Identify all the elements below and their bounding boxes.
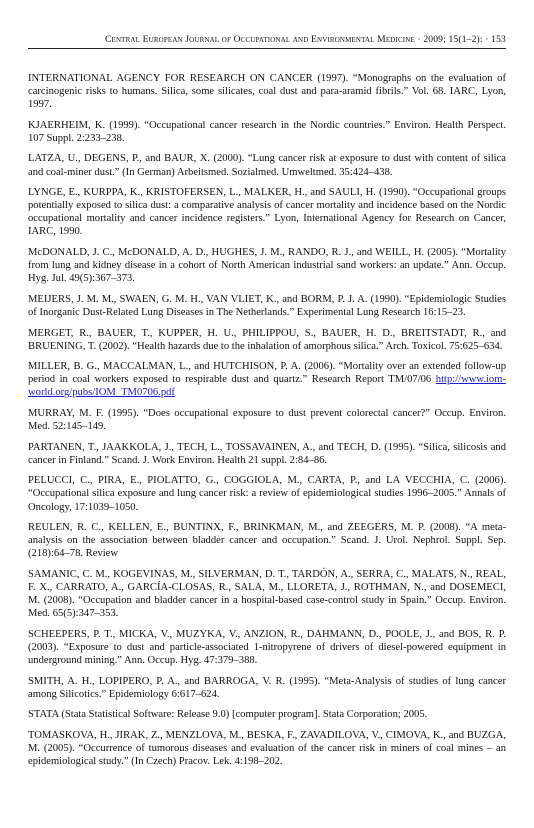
reference-item bbox=[28, 474, 506, 513]
reference-item bbox=[28, 152, 506, 178]
reference-text: INTERNATIONAL AGENCY FOR RESEARCH ON CANCER (1997). “Monographs on the evaluation of carcinogenic risks to humans. Silica, some silicates, coal dust and para-aramid fibrils.” Vol. 68. IARC, Lyon, 1997. bbox=[28, 73, 506, 111]
reference-link[interactable]: http://www.iom-world.org/pubs/IOM_TM0706.pdf bbox=[28, 374, 506, 399]
reference-item bbox=[28, 407, 506, 433]
reference-text: LATZA, U., DEGENS, P., and BAUR, X. (2000). “Lung cancer risk at exposure to dust with content of silica and coal-miner dust.” (In German) Arbeitsmed. Sozialmed. Umweltmed. 35:424–438. bbox=[28, 153, 506, 178]
reference-item bbox=[28, 568, 506, 620]
reference-text: KJAERHEIM, K. (1999). “Occupational cancer research in the Nordic countries.” Environ. Health Perspect. 107 Suppl. 2:233–238. bbox=[28, 119, 506, 144]
reference-item bbox=[28, 441, 506, 467]
reference-text: McDONALD, J. C., McDONALD, A. D., HUGHES, J. M., RANDO, R. J., and WEILL, H. (2005). “Mortality from lung and kidney disease in a cohort of North American industrial sand workers: an update.” Ann. Occup. Hyg. Jul. 49(5):367–373. bbox=[28, 247, 506, 285]
reference-item bbox=[28, 729, 506, 768]
reference-text: TOMASKOVA, H., JIRAK, Z., MENZLOVA, M., BESKA, F., ZAVADILOVA, V., CIMOVA, K., and BUZGA, M. (2005). “Occurrence of tumorous diseases and evaluation of the cancer risk in miners of coal mines – an epidemiological study.” (In Czech) Pracov. Lek. 4:198–202. bbox=[28, 729, 506, 768]
reference-text: SAMANIC, C. M., KOGEVINAS, M., SILVERMAN, D. T., TARDÓN, A., SERRA, C., MALATS, N., REAL, F. X., CARRATO, A., GARCÍA-CLOSAS, R., SALA, M., LLORETA, J., ROTHMAN, N., and DOSEMECI, M. (2008). “Occupation and bladder cancer in a hospital-based case-control study in Spain.” Occup. Environ. Med. 65(5):347–353. bbox=[28, 568, 506, 620]
reference-text: MURRAY, M. F. (1995). “Does occupational exposure to dust prevent colorectal cancer?” Occup. Environ. Med. 52:145–149. bbox=[28, 407, 506, 433]
reference-item bbox=[28, 246, 506, 285]
reference-text: STATA (Stata Statistical Software: Release 9.0) [computer program]. Stata Corporation; 2005. bbox=[28, 709, 428, 721]
reference-item bbox=[28, 293, 506, 319]
reference-item bbox=[28, 119, 506, 145]
reference-item bbox=[28, 327, 506, 353]
reference-text: LYNGE, E., KURPPA, K., KRISTOFERSEN, L., MALKER, H., and SAULI, H. (1990). “Occupational groups potentially exposed to silica dust: a comparative analysis of cancer mortality and incidence based on the Nordic occupational mortality and cancer incidence registers.” Lyon, International Agency for Research on Cancer, IARC, 1990. bbox=[28, 187, 506, 238]
header-rule bbox=[28, 48, 506, 49]
reference-list bbox=[28, 72, 506, 776]
reference-item bbox=[28, 186, 506, 238]
reference-item bbox=[28, 72, 506, 111]
reference-text: SCHEEPERS, P. T., MICKA, V., MUZYKA, V., ANZION, R., DAHMANN, D., POOLE, J., and BOS, R. P. (2003). “Exposure to dust and particle-associated 1-nitropyrene of drivers of diesel-powered equipment in underground mining.” Ann. Occup. Hyg. 47:379–388. bbox=[28, 628, 506, 666]
reference-text: MEIJERS, J. M. M., SWAEN, G. M. H., VAN VLIET, K., and BORM, P. J. A. (1990). “Epidemiologic Studies of Inorganic Dust-Related Lung Diseases in The Netherlands.” Experimental Lung Research 16:15–23. bbox=[28, 293, 506, 318]
reference-item bbox=[28, 708, 506, 721]
reference-text: MILLER, B. G., MACCALMAN, L., and HUTCHISON, P. A. (2006). “Mortality over an extended follow-up period in coal workers exposed to respirable dust and quartz.” Research Report TM/07/06 bbox=[28, 361, 506, 386]
reference-text: SMITH, A. H., LOPIPERO, P. A., and BARROGA, V. R. (1995). “Meta-Analysis of studies of lung cancer among Silicotics.” Epidemiology 6:617–624. bbox=[28, 675, 506, 700]
reference-item bbox=[28, 628, 506, 667]
reference-item bbox=[28, 521, 506, 560]
reference-text: PARTANEN, T., JAAKKOLA, J., TECH, L., TOSSAVAINEN, A., and TECH, D. (1995). “Silica, silicosis and cancer in Finland.” Scand. J. Work Environ. Health 21 suppl. 2:84–86. bbox=[28, 441, 506, 466]
reference-item bbox=[28, 675, 506, 701]
reference-text: REULEN, R. C., KELLEN, E., BUNTINX, F., BRINKMAN, M., and ZEEGERS, M. P. (2008). “A meta-analysis on the association between bladder cancer and occupation.” Scand. J. Urol. Nephrol. Suppl. Sep. (218):64–78. Review bbox=[28, 522, 506, 560]
reference-text: MERGET, R., BAUER, T., KUPPER, H. U., PHILIPPOU, S., BAUER, H. D., BREITSTADT, R., and BRUENING, T. (2002). “Health hazards due to the inhalation of amorphous silica.” Arch. Toxicol. 75:625–634. bbox=[28, 327, 506, 352]
running-head: Central European Journal of Occupational and Environmental Medicine · 2009; 15(1–2): · 153 bbox=[105, 34, 506, 45]
reference-item bbox=[28, 360, 506, 399]
reference-text: PELUCCI, C., PIRA, E., PIOLATTO, G., COGGIOLA, M., CARTA, P., and LA VECCHIA, C. (2006). “Occupational silica exposure and lung cancer risk: a review of epidemiological studies 1996–2005.” Annals of Oncology, 17:1039–1050. bbox=[28, 475, 506, 513]
